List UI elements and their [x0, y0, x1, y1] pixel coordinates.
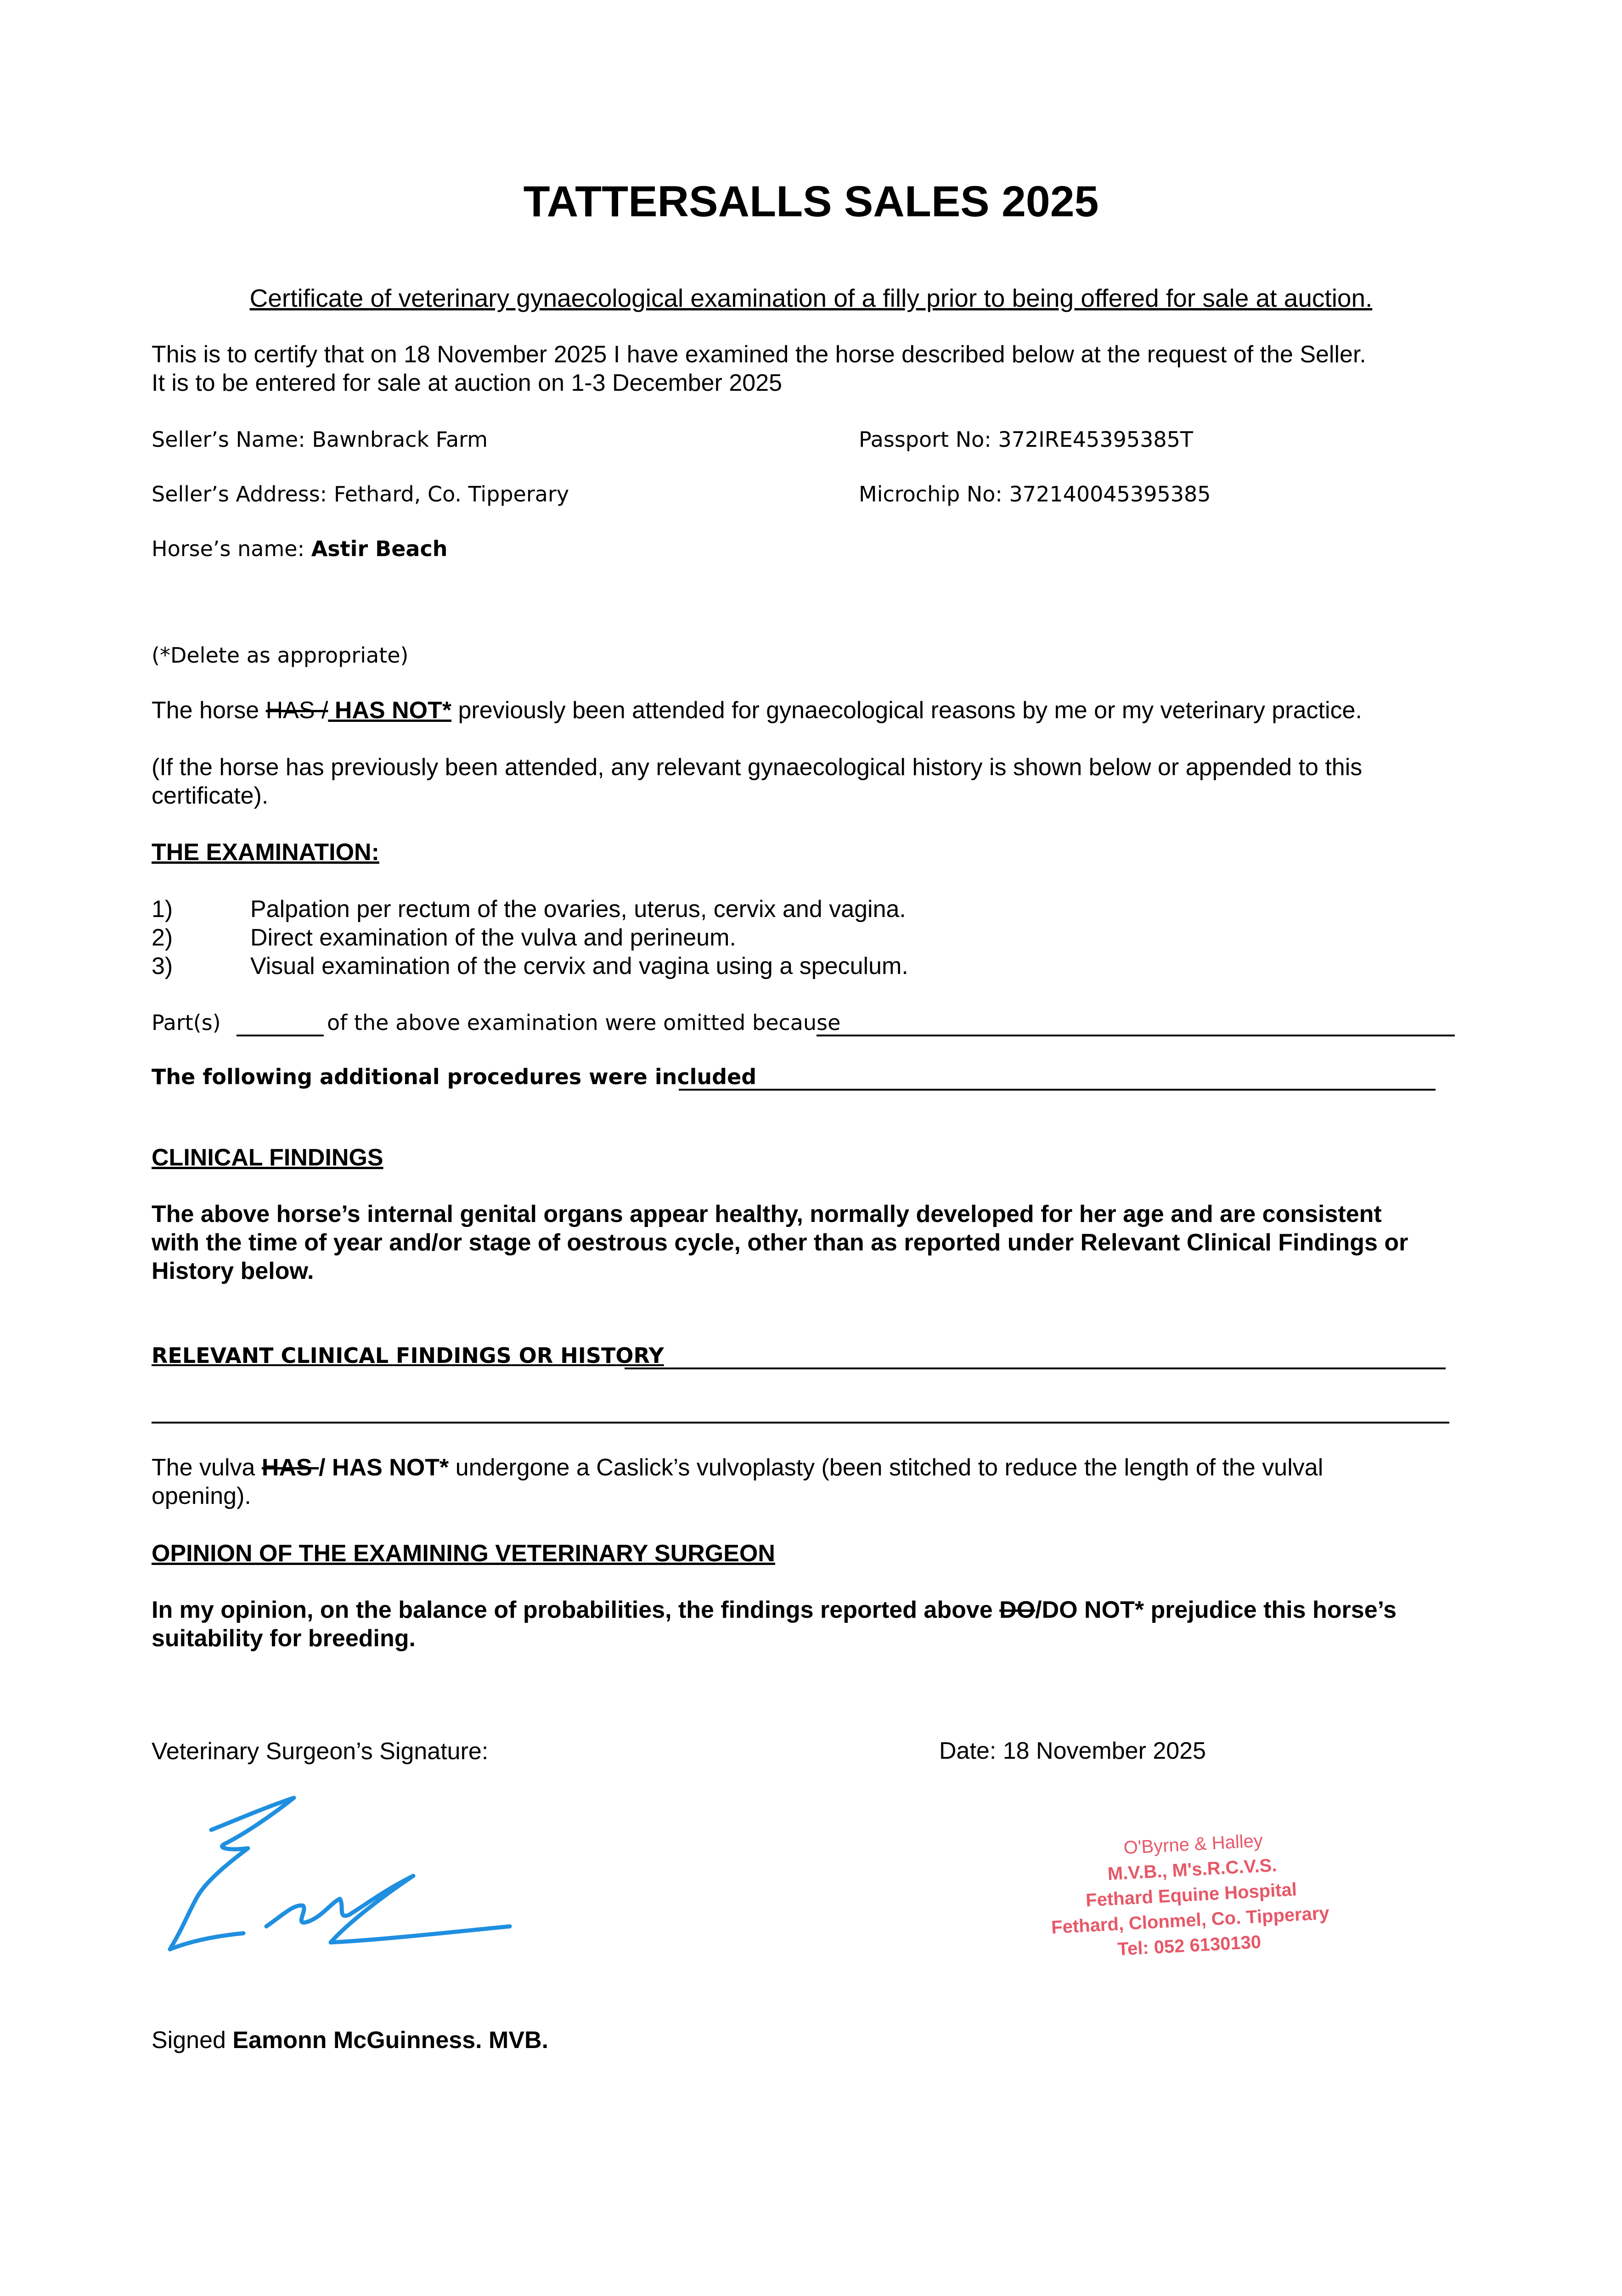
- exam-item-2-num: 2): [152, 924, 173, 951]
- opinion-post: /DO NOT* prejudice this horse’s: [1035, 1597, 1397, 1623]
- attended-selected-option: HAS NOT*: [328, 697, 452, 724]
- omitted-part-label: Part(s): [152, 1010, 221, 1035]
- opinion-statement: [152, 1596, 1397, 1624]
- relevant-findings-blank-2: [152, 1422, 1449, 1424]
- relevant-findings-blank-1: [625, 1367, 1446, 1369]
- omitted-reason-label: of the above examination were omitted because: [327, 1010, 841, 1035]
- exam-item-2-text: Direct examination of the vulva and perineum.: [250, 924, 736, 951]
- opinion-pre: In my opinion, on the balance of probabilities, the findings reported above: [152, 1597, 1000, 1623]
- seller-name-value: Bawnbrack Farm: [312, 427, 488, 452]
- date-label: Date: 18 November 2025: [939, 1738, 1206, 1764]
- exam-item-1-num: 1): [152, 896, 173, 923]
- stamp-line-2: M.V.B., M's.R.C.V.S.: [1107, 1855, 1278, 1885]
- clinical-findings-heading: CLINICAL FINDINGS: [152, 1144, 383, 1171]
- seller-address-value: Fethard, Co. Tipperary: [333, 482, 569, 506]
- vulva-statement: [152, 1453, 1323, 1482]
- horse-name-value: Astir Beach: [311, 536, 448, 561]
- stamp-line-1: O'Byrne & Halley: [1123, 1830, 1263, 1858]
- seller-address-row: [152, 482, 569, 506]
- clinical-line-3: History below.: [152, 1258, 314, 1284]
- vulva-struck-option: HAS: [261, 1454, 319, 1481]
- passport-value: 372IRE45395385T: [998, 427, 1194, 452]
- opinion-struck-option: DO: [999, 1597, 1036, 1623]
- clinical-line-2: with the time of year and/or stage of oestrous cycle, other than as reported under Relevant Clinical Findings or: [152, 1229, 1408, 1256]
- vulva-line-2: opening).: [152, 1483, 251, 1509]
- attended-struck-option: HAS /: [265, 697, 328, 724]
- omitted-parts-blank: [237, 1035, 324, 1036]
- intro-line-2: It is to be entered for sale at auction on 1-3 December 2025: [152, 370, 783, 396]
- passport-row: [859, 427, 1193, 452]
- horse-name-row: [152, 536, 447, 561]
- microchip-value: 372140045395385: [1009, 482, 1211, 506]
- signed-prefix: Signed: [152, 2027, 233, 2054]
- attended-statement: [152, 696, 1362, 725]
- history-line-2: certificate).: [152, 782, 269, 809]
- omitted-reason-blank: [817, 1035, 1455, 1036]
- relevant-findings-label: RELEVANT CLINICAL FINDINGS OR HISTORY: [152, 1343, 664, 1368]
- seller-address-label: Seller’s Address:: [152, 482, 327, 506]
- exam-item-3-text: Visual examination of the cervix and vagina using a speculum.: [250, 953, 908, 979]
- additional-procedures-label: The following additional procedures were included: [152, 1064, 757, 1089]
- stamp-line-4: Fethard, Clonmel, Co. Tipperary: [1051, 1903, 1330, 1938]
- opinion-line-2: suitability for breeding.: [152, 1625, 416, 1652]
- exam-item-3-num: 3): [152, 953, 173, 979]
- stamp-line-3: Fethard Equine Hospital: [1085, 1879, 1297, 1911]
- examination-heading: THE EXAMINATION:: [152, 839, 379, 866]
- document-title: TATTERSALLS SALES 2025: [523, 177, 1099, 226]
- signed-by: [152, 2026, 548, 2054]
- exam-item-1-text: Palpation per rectum of the ovaries, uterus, cervix and vagina.: [250, 896, 906, 923]
- vulva-pre: The vulva: [152, 1454, 262, 1481]
- signed-name: Eamonn McGuinness. MVB.: [232, 2027, 549, 2054]
- horse-name-label: Horse’s name:: [152, 536, 305, 561]
- microchip-row: [859, 482, 1211, 506]
- additional-procedures-blank: [679, 1089, 1436, 1091]
- signature-image: [156, 1789, 560, 1981]
- passport-label: Passport No:: [859, 427, 991, 452]
- delete-note: (*Delete as appropriate): [152, 643, 409, 668]
- document-subtitle: Certificate of veterinary gynaecological examination of a filly prior to being offered for sale at auction.: [249, 284, 1373, 312]
- practice-stamp: [1042, 1830, 1336, 1977]
- history-line-1: (If the horse has previously been attended, any relevant gynaecological history is shown below or appended to this: [152, 754, 1363, 781]
- intro-line-1: This is to certify that on 18 November 2025 I have examined the horse described below at the request of the Seller.: [152, 341, 1366, 368]
- vulva-selected-option: / HAS NOT*: [319, 1454, 449, 1481]
- signature-label: Veterinary Surgeon’s Signature:: [152, 1738, 489, 1765]
- attended-post: previously been attended for gynaecological reasons by me or my veterinary practice.: [451, 697, 1362, 724]
- microchip-label: Microchip No:: [859, 482, 1002, 506]
- seller-name-row: [152, 427, 488, 452]
- vulva-post: undergone a Caslick’s vulvoplasty (been stitched to reduce the length of the vulval: [449, 1454, 1324, 1481]
- opinion-heading: OPINION OF THE EXAMINING VETERINARY SURGEON: [152, 1540, 775, 1567]
- attended-pre: The horse: [152, 697, 266, 724]
- clinical-line-1: The above horse’s internal genital organs appear healthy, normally developed for her age and are consistent: [152, 1201, 1382, 1227]
- stamp-line-5: Tel: 052 6130130: [1117, 1931, 1262, 1960]
- seller-name-label: Seller’s Name:: [152, 427, 305, 452]
